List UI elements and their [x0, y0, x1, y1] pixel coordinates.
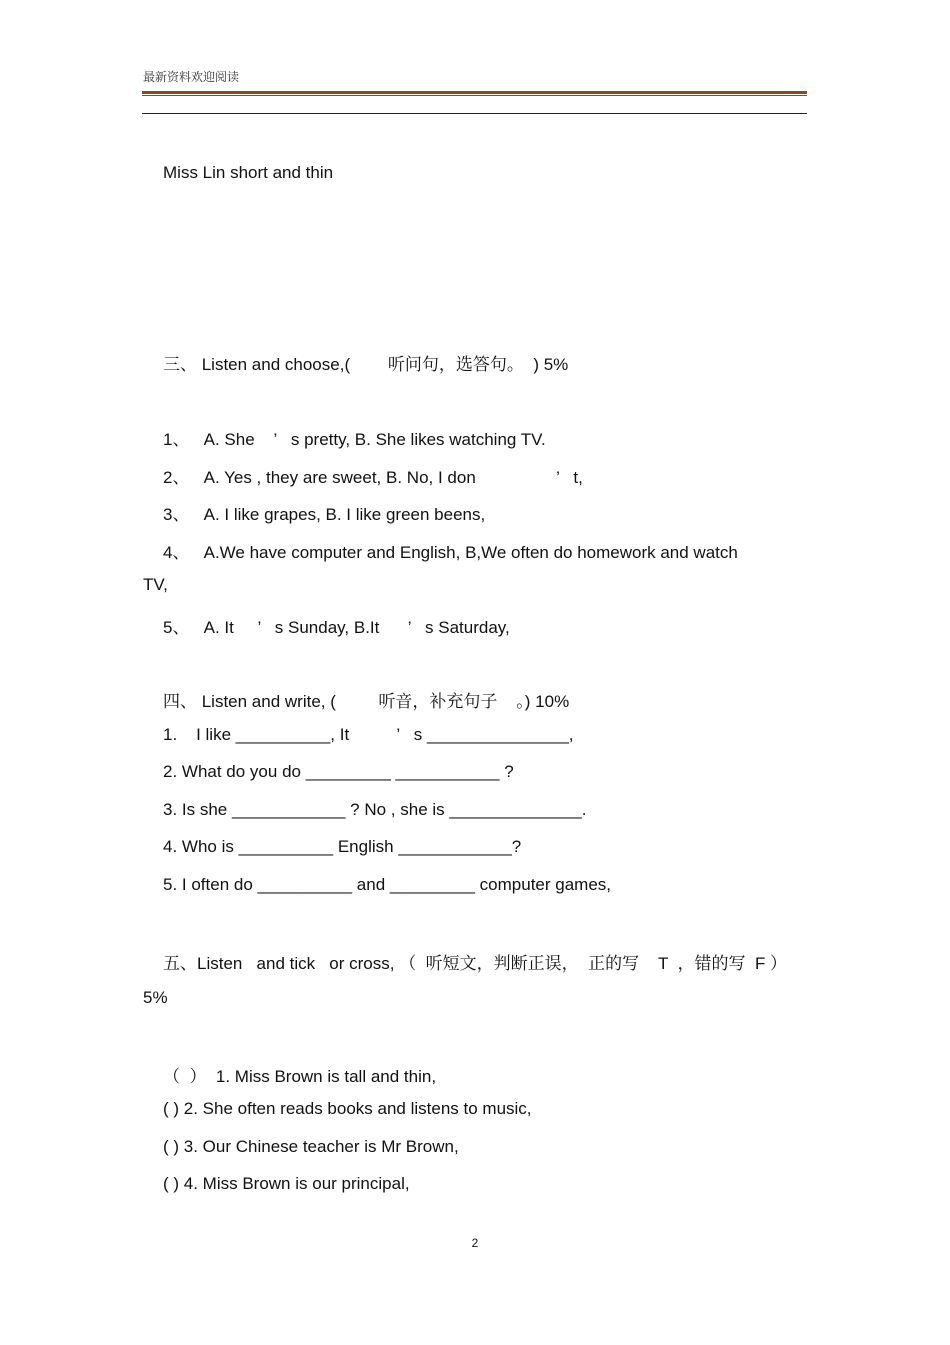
- section3-item-continued: TV,: [143, 575, 168, 594]
- section4-item: 1. I like __________, It ’ s _______________,: [163, 725, 574, 744]
- section3-item: 5、 A. It ’ s Sunday, B.It ’ s Saturday,: [163, 618, 510, 637]
- section4-title: 四、 Listen and write, ( 听音，补充句子 。) 10%: [163, 692, 570, 711]
- section5-title-continued: 5%: [143, 988, 168, 1007]
- section5-item: ( ) 2. She often reads books and listens to music,: [163, 1099, 532, 1118]
- section3-item: 4、 A.We have computer and English, B,We often do homework and watch: [163, 543, 738, 562]
- header-rule-thin: [142, 95, 807, 96]
- page-number: 2: [471, 1236, 479, 1250]
- section5-title: 五、Listen and tick or cross, （ 听短文，判断正误， 正的写 T ，错的写 F ）: [163, 954, 788, 973]
- section5-item: ( ) 3. Our Chinese teacher is Mr Brown,: [163, 1137, 459, 1156]
- section3-item: 3、 A. I like grapes, B. I like green beens,: [163, 505, 486, 524]
- intro-line: Miss Lin short and thin: [163, 163, 334, 182]
- section5-item: （ ） 1. Miss Brown is tall and thin,: [163, 1067, 437, 1086]
- header-rule-thick: [142, 91, 807, 94]
- section3-title: 三、 Listen and choose,( 听问句，选答句。 ) 5%: [163, 355, 569, 374]
- section4-item: 4. Who is __________ English ____________?: [163, 837, 522, 856]
- section3-item: 1、 A. She ’ s pretty, B. She likes watching TV.: [163, 430, 546, 449]
- section4-item: 3. Is she ____________ ? No , she is ______________.: [163, 800, 587, 819]
- section3-item: 2、 A. Yes , they are sweet, B. No, I don ’ t,: [163, 468, 583, 487]
- page-header: 最新资料欢迎阅读: [143, 70, 240, 84]
- header-rule-bottom: [142, 113, 807, 114]
- section4-item: 5. I often do __________ and _________ computer games,: [163, 875, 612, 894]
- section5-item: ( ) 4. Miss Brown is our principal,: [163, 1174, 410, 1193]
- section4-item: 2. What do you do _________ ___________ ?: [163, 762, 514, 781]
